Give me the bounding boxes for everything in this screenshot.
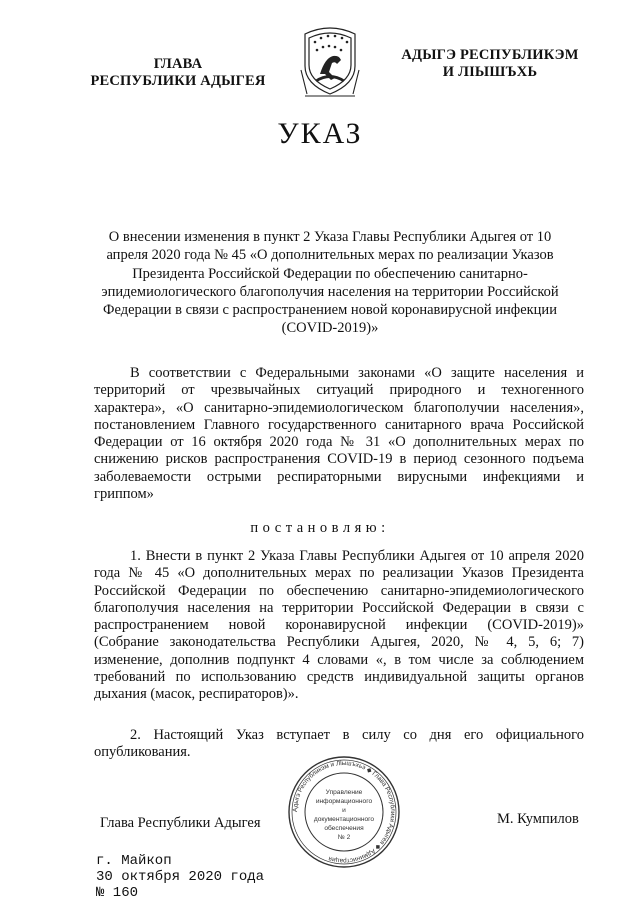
official-seal	[286, 754, 402, 870]
footer-date: 30 октября 2020 года	[96, 869, 265, 885]
header-left-line1: ГЛАВА	[153, 56, 203, 72]
seal-line-4: документационного	[313, 816, 375, 823]
signature-title: Глава Республики Адыгея	[100, 815, 261, 831]
header-right-line1: АДЫГЭ РЕСПУБЛИКЭМ	[401, 47, 579, 63]
seal-outer-text: Адыгэ Республикэм и Лlышъхьэ ◆ Глава Республики Адыгея ◆ Администрация	[291, 759, 397, 865]
preamble-paragraph: В соответствии с Федеральными законами «О защите населения и территорий от чрезвычайных ситуаций природного и техногенного характера», «О санитарно-эпидемиологическом благополучии населения», постановлением Главного государственного санитарного врача Российской Федерации от 16 октября 2020 года № 31 «О дополнительных мерах по снижению рисков распространения COVID-19 в период сезонного подъема заболеваемости острыми респираторными вирусными инфекциями и гриппом»	[94, 365, 584, 503]
footer-place: г. Майкоп	[96, 853, 172, 869]
seal-line-3: и	[342, 807, 346, 814]
header-right-line2: И ЛІЫШЪХЬ	[442, 64, 538, 80]
document-title: УКАЗ	[277, 117, 363, 150]
seal-line-2: информационного	[315, 798, 373, 805]
seal-line-1: Управление	[325, 789, 363, 796]
header-left-line2: РЕСПУБЛИКИ АДЫГЕЯ	[90, 73, 266, 89]
decree-item-2: 2. Настоящий Указ вступает в силу со дня его официального опубликования.	[94, 727, 584, 761]
footer-number: № 160	[96, 885, 139, 901]
document-subject: О внесении изменения в пункт 2 Указа Главы Республики Адыгея от 10 апреля 2020 года № 45 «О дополнительных мерах по реализации Указов Президента Российской Федерации по обеспечению санитарно-эпидемиологического благополучия населения на территории Российской Федерации в связи с распространением новой коронавирусной инфекции (COVID-2019)»	[101, 229, 559, 337]
seal-line-5: обеспечения	[324, 825, 364, 832]
coat-of-arms-icon	[295, 20, 365, 100]
header-right	[380, 47, 600, 81]
header-left	[78, 56, 278, 90]
decree-item-1: 1. Внести в пункт 2 Указа Главы Республики Адыгея от 10 апреля 2020 года № 45 «О дополнительных мерах по реализации Указов Президента Российской Федерации по обеспечению санитарно-эпидемиологического благополучия населения на территории Российской Федерации в связи с распространением новой коронавирусной инфекции (COVID-2019)» (Собрание законодательства Республики Адыгея, 2020, № 4, 5, 6; 7) изменение, дополнив подпункт 4 словами «, в том числе за соблюдением требований по использованию средств индивидуальной защиты органов дыхания (масок, респираторов)».	[94, 548, 584, 703]
signature-name: М. Кумпилов	[497, 811, 579, 827]
seal-line-6: № 2	[337, 834, 351, 841]
decree-word: постановляю:	[250, 520, 390, 536]
